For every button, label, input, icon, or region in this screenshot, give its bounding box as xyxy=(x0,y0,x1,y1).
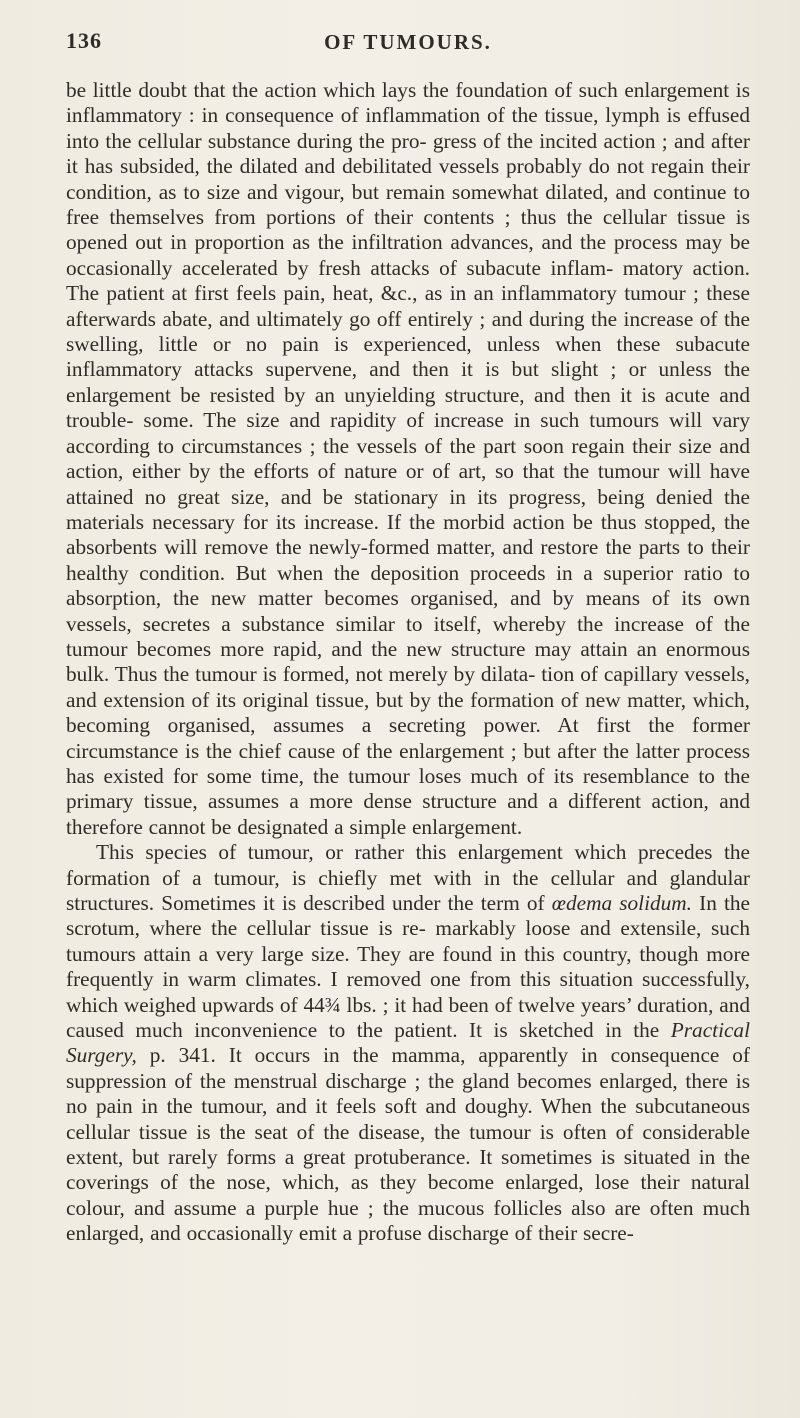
page-number: 136 xyxy=(66,28,102,53)
paragraph-1 xyxy=(66,78,750,840)
running-head xyxy=(66,28,750,78)
paragraph-2-text-b: In the scrotum, where the cellular tissue is re- markably loose and extensile, such tumours attain a very large size. They are found in this country, though more frequently in warm climates. I removed one from this situation successfully, which weighed upwards of 44¾ lbs. ; it had been of twelve years’ duration, and caused much inconvenience to the patient. It is sketched in the xyxy=(66,891,750,1043)
body-text xyxy=(66,78,750,1247)
paragraph-2-text-a: This species of tumour, or rather this enlargement which precedes the formation of a tumour, is chiefly met with in the cellular and glandular structures. Sometimes it is described under the term of xyxy=(66,840,750,915)
paragraph-2-text-c: p. 341. It occurs in the mamma, apparently in consequence of suppression of the menstrual discharge ; the gland becomes enlarged, there is no pain in the tumour, and it feels soft and doughy. When the subcutaneous cellular tissue is the seat of the disease, the tumour is often of considerable extent, but rarely forms a great protuberance. It sometimes is situated in the coverings of the nose, which, as they become enlarged, lose their natural colour, and assume a purple hue ; the mucous follicles also are often much enlarged, and occasionally emit a profuse discharge of their secre- xyxy=(66,1043,750,1246)
practical-surgery-title: Practical Surgery, xyxy=(66,1018,750,1068)
paragraph-2 xyxy=(66,840,750,1247)
running-title: OF TUMOURS. xyxy=(324,30,492,54)
paragraph-1-text: be little doubt that the action which lays the foundation of such enlargement is inflammatory : in consequence of inflammation of the tissue, lymph is effused into the cellular substance during the pro- gress of the incited action ; and after it has subsided, the dilated and debilitated vessels probably do not regain their condition, as to size and vigour, but remain somewhat dilated, and continue to free themselves from portions of their contents ; thus the cellular tissue is opened out in proportion as the infiltration advances, and the process may be occasionally accelerated by fresh attacks of subacute inflam- matory action. The patient at first feels pain, heat, &c., as in an inflammatory tumour ; these afterwards abate, and ultimately go off entirely ; and during the increase of the swelling, little or no pain is experienced, unless when these subacute inflammatory attacks supervene, and then it is but slight ; or unless the enlargement be resisted by an unyielding structure, and then it is acute and trouble- some. The size and rapidity of increase in such tumours will vary according to circumstances ; the vessels of the part soon regain their size and action, either by the efforts of nature or of art, so that the tumour will have attained no great size, and be stationary in its progress, being denied the materials necessary for its increase. If the morbid action be thus stopped, the absorbents will remove the newly-formed matter, and restore the parts to their healthy condition. But when the deposition proceeds in a superior ratio to absorption, the new matter becomes organised, and by means of its own vessels, secretes a substance similar to itself, whereby the increase of the tumour becomes more rapid, and the new structure may attain an enormous bulk. Thus the tumour is formed, not merely by dilata- tion of capillary vessels, and extension of its original tissue, but by the formation of new matter, which, becoming organised, assumes a secreting power. At first the former circumstance is the chief cause of the enlargement ; but after the latter process has existed for some time, the tumour loses much of its resemblance to the primary tissue, assumes a more dense structure and a different action, and therefore cannot be designated a simple enlargement. xyxy=(66,78,750,839)
oedema-solidum-term: œdema solidum. xyxy=(551,891,692,915)
